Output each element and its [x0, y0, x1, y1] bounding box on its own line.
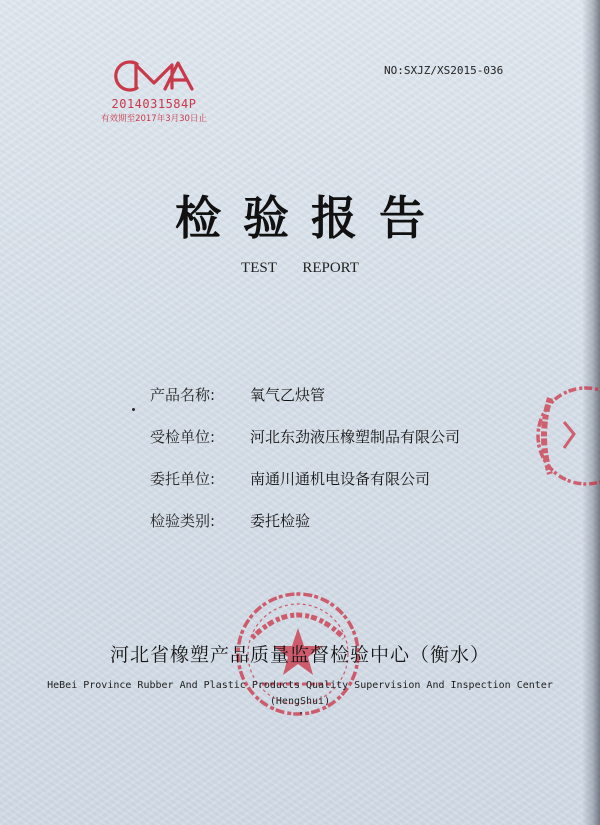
field-label: 检验类别: — [150, 512, 216, 530]
field-value: 河北东劲液压橡塑制品有限公司 — [250, 428, 461, 446]
cma-mark — [98, 56, 210, 124]
page-title: 检验报告 — [175, 191, 447, 245]
field-value: 南通川通机电设备有限公司 — [250, 470, 431, 488]
issuer-city: (HengShui) — [269, 696, 331, 707]
report-number: NO:SXJZ/XS2015-036 — [384, 64, 504, 77]
issuer-name-english: HeBei Province Rubber And Plastic Products Quality Supervision And Inspection Center — [47, 680, 553, 691]
field-value: 委托检验 — [250, 512, 311, 530]
field-inspection-type — [150, 510, 460, 552]
scan-speck — [300, 712, 302, 714]
cma-validity: 有效期至2017年3月30日止 — [101, 114, 207, 124]
cma-code: 2014031584P — [111, 97, 197, 111]
field-label: 委托单位: — [150, 470, 216, 488]
field-value: 氧气乙炔管 — [250, 386, 326, 404]
field-product-name — [150, 384, 460, 426]
field-label: 产品名称: — [150, 386, 216, 404]
cma-logo-icon — [111, 56, 197, 96]
partial-seal-icon — [508, 378, 600, 496]
field-inspected-unit — [150, 426, 460, 468]
page-title-english: TEST REPORT — [241, 260, 359, 276]
report-fields — [150, 384, 460, 552]
scan-speck — [132, 408, 135, 411]
field-client-unit — [150, 468, 460, 510]
field-label: 受检单位: — [150, 428, 216, 446]
issuer-name: 河北省橡塑产品质量监督检验中心（衡水） — [109, 644, 490, 666]
